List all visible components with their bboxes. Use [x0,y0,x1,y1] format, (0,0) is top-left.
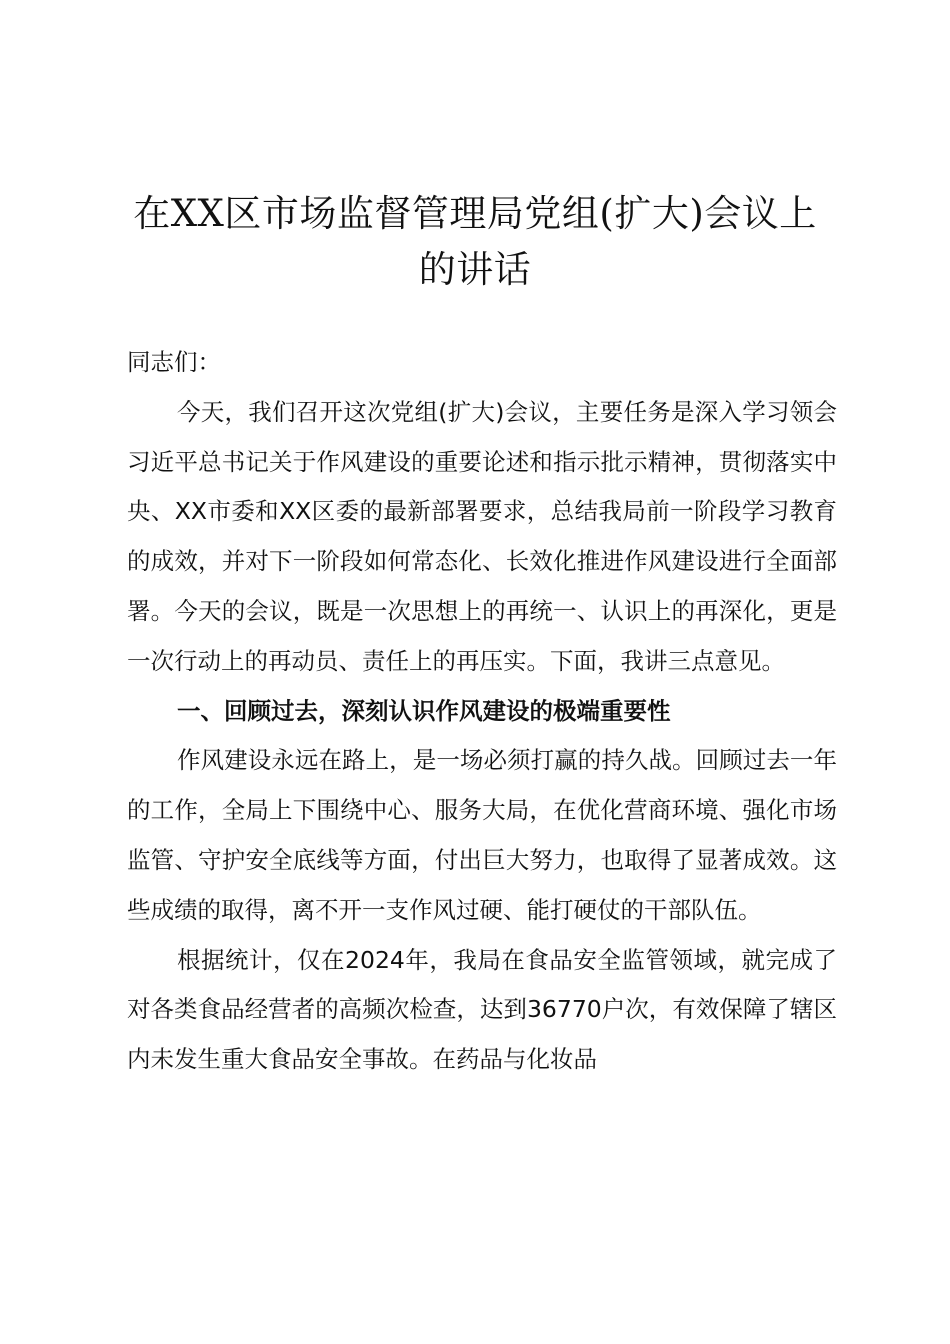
paragraph-statistics: 根据统计，仅在2024年，我局在食品安全监管领域，就完成了对各类食品经营者的高频次检查，达到36770户次，有效保障了辖区内未发生重大食品安全事故。在药品与化妆品 [127,945,837,1074]
document-title: 在XX区市场监督管理局党组(扩大)会议上的讲话 [133,192,817,291]
paragraph-review: 作风建设永远在路上，是一场必须打赢的持久战。回顾过去一年的工作，全局上下围绕中心、服务大局，在优化营商环境、强化市场监管、守护安全底线等方面，付出巨大努力，也取得了显著成效。这些成绩的取得，离不开一支作风过硬、能打硬仗的干部队伍。 [127,746,837,924]
paragraph-intro: 今天，我们召开这次党组(扩大)会议，主要任务是深入学习领会习近平总书记关于作风建设的重要论述和指示批示精神，贯彻落实中央、XX市委和XX区委的最新部署要求，总结我局前一阶段学习教育的成效，并对下一阶段如何常态化、长效化推进作风建设进行全面部署。今天的会议，既是一次思想上的再统一、认识上的再深化，更是一次行动上的再动员、责任上的再压实。下面，我讲三点意见。 [127,397,837,675]
section-heading-1: 一、回顾过去，深刻认识作风建设的极端重要性 [177,696,671,725]
document-body [127,338,837,1085]
salutation: 同志们： [127,348,221,376]
